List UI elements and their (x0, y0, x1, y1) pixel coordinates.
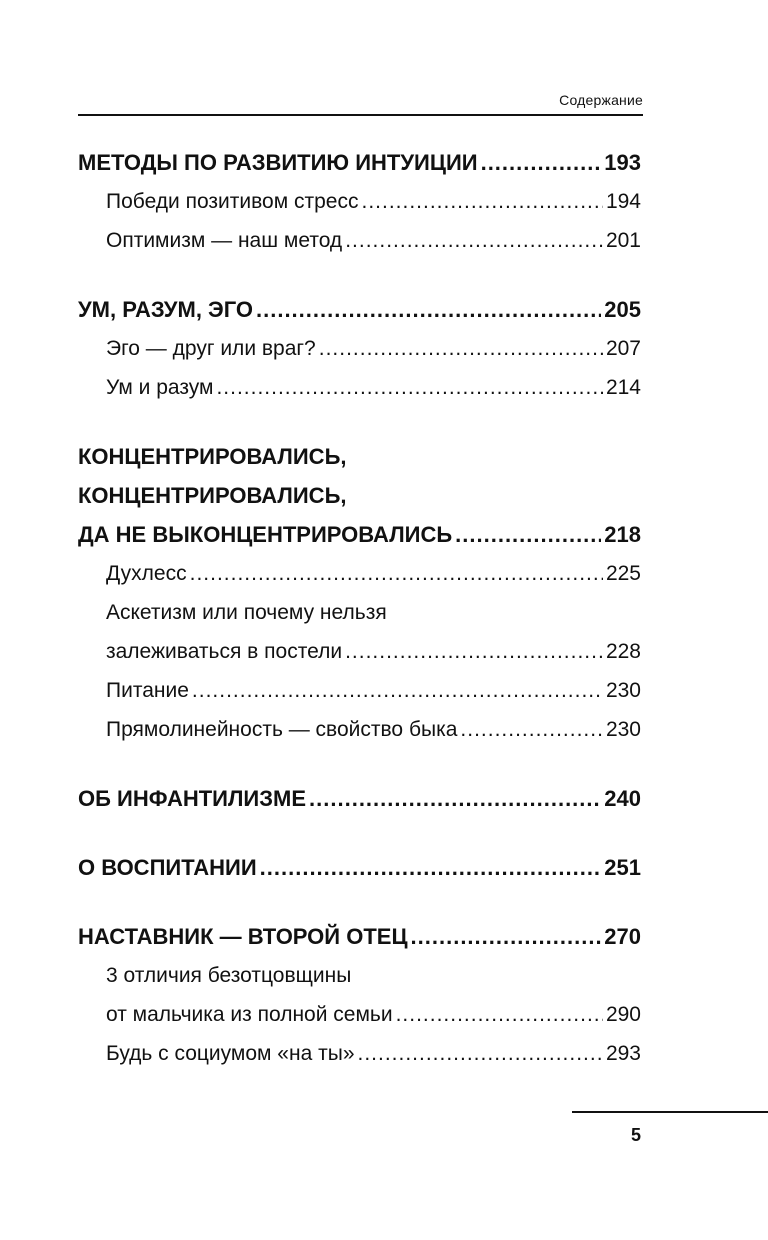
subsection-page: 225 (605, 562, 641, 585)
subsection-page: 214 (605, 376, 641, 399)
subsection-page: 230 (605, 679, 641, 702)
dot-leader (358, 1034, 603, 1073)
subsection-page: 194 (605, 190, 641, 213)
chapter-entry[interactable] (78, 848, 641, 887)
chapter-page: 251 (604, 855, 641, 880)
dot-leader (192, 671, 603, 710)
subsection-title: залеживаться в постели (106, 640, 343, 663)
chapter-entry[interactable] (78, 143, 641, 182)
toc-section (78, 290, 641, 407)
subsection-title: Оптимизм — наш метод (106, 229, 343, 252)
subsection-entry[interactable] (78, 710, 641, 749)
footer-rule (572, 1111, 768, 1113)
chapter-title: О ВОСПИТАНИИ (78, 855, 257, 880)
subsection-title: Ум и разум (106, 376, 214, 399)
subsection-title: Питание (106, 679, 189, 702)
dot-leader (481, 143, 602, 182)
toc-section (78, 143, 641, 260)
header-title: Содержание (559, 92, 643, 108)
subsection-title: Духлесс (106, 562, 187, 585)
chapter-title: ДА НЕ ВЫКОНЦЕНТРИРОВАЛИСЬ (78, 522, 453, 547)
toc-section (78, 917, 641, 1073)
subsection-entry[interactable] (78, 182, 641, 221)
dot-leader (345, 221, 603, 260)
header-rule (78, 114, 643, 116)
subsection-title: Эго — друг или враг? (106, 337, 316, 360)
subsection-entry[interactable] (78, 632, 641, 671)
subsection-page: 207 (605, 337, 641, 360)
chapter-title: НАСТАВНИК — ВТОРОЙ ОТЕЦ (78, 924, 408, 949)
chapter-entry[interactable] (78, 917, 641, 956)
subsection-title: Победи позитивом стресс (106, 190, 359, 213)
dot-leader (256, 290, 601, 329)
dot-leader (396, 995, 603, 1034)
chapter-entry[interactable] (78, 779, 641, 818)
subsection-entry[interactable] (78, 1034, 641, 1073)
subsection-entry[interactable] (78, 221, 641, 260)
subsection-title: от мальчика из полной семьи (106, 1003, 393, 1026)
subsection-title-line: 3 отличия безотцовщины (106, 964, 352, 987)
toc-section (78, 779, 641, 818)
chapter-page: 205 (604, 297, 641, 322)
chapter-title: ОБ ИНФАНТИЛИЗМЕ (78, 786, 307, 811)
subsection-entry[interactable] (78, 671, 641, 710)
chapter-title-line: КОНЦЕНТРИРОВАЛИСЬ, (78, 444, 347, 469)
dot-leader (460, 710, 603, 749)
dot-leader (319, 329, 603, 368)
dot-leader (260, 848, 602, 887)
subsection-entry[interactable] (78, 329, 641, 368)
dot-leader (361, 182, 602, 221)
chapter-entry[interactable] (78, 515, 641, 554)
subsection-title: Прямолинейность — свойство быка (106, 718, 458, 741)
subsection-title-line: Аскетизм или почему нельзя (106, 601, 387, 624)
dot-leader (455, 515, 601, 554)
dot-leader (345, 632, 603, 671)
chapter-page: 240 (604, 786, 641, 811)
subsection-page: 290 (605, 1003, 641, 1026)
subsection-entry[interactable] (78, 995, 641, 1034)
chapter-page: 270 (604, 924, 641, 949)
subsection-page: 293 (605, 1042, 641, 1065)
subsection-title: Будь с социумом «на ты» (106, 1042, 355, 1065)
chapter-page: 218 (604, 522, 641, 547)
table-of-contents (78, 143, 641, 1103)
chapter-title: УМ, РАЗУМ, ЭГО (78, 297, 253, 322)
dot-leader (309, 779, 601, 818)
subsection-page: 230 (605, 718, 641, 741)
subsection-page: 201 (605, 229, 641, 252)
subsection-entry[interactable] (78, 368, 641, 407)
dot-leader (190, 554, 603, 593)
chapter-page: 193 (604, 150, 641, 175)
chapter-title-line: КОНЦЕНТРИРОВАЛИСЬ, (78, 483, 347, 508)
subsection-entry[interactable] (78, 554, 641, 593)
dot-leader (411, 917, 602, 956)
subsection-page: 228 (605, 640, 641, 663)
chapter-entry[interactable] (78, 290, 641, 329)
toc-section (78, 437, 641, 749)
page-number: 5 (631, 1125, 642, 1145)
toc-section (78, 848, 641, 887)
chapter-title: МЕТОДЫ ПО РАЗВИТИЮ ИНТУИЦИИ (78, 150, 478, 175)
dot-leader (216, 368, 603, 407)
